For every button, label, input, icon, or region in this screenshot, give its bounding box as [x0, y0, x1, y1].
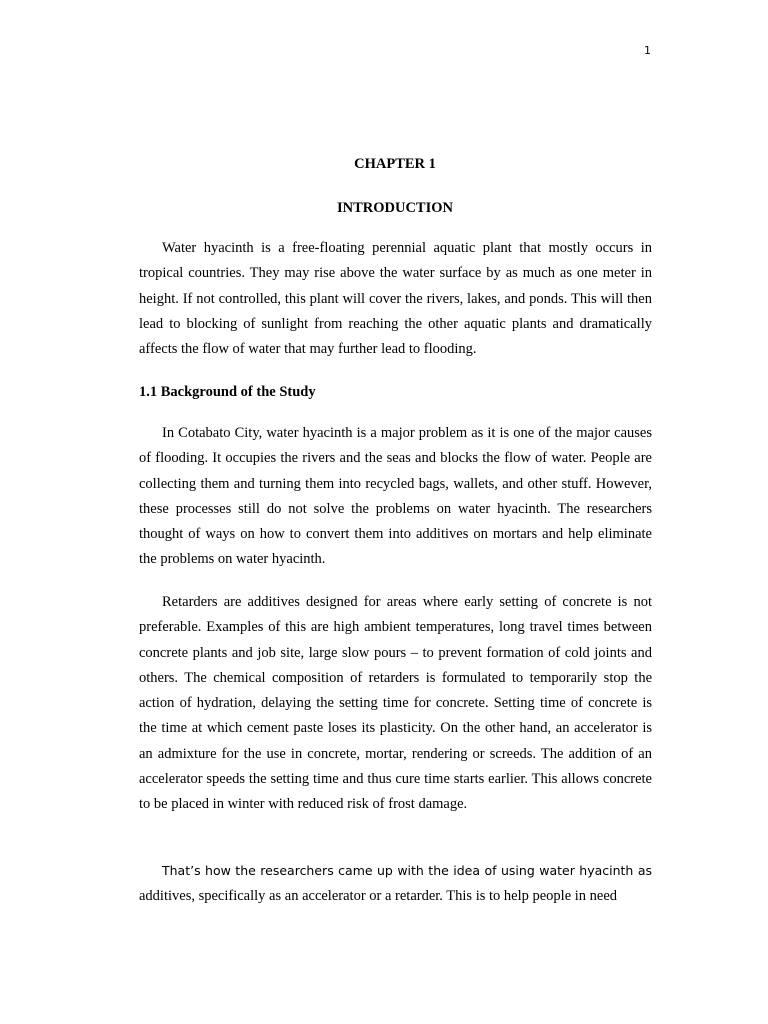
background-paragraph-3 [139, 858, 652, 910]
page-number: 1 [644, 44, 651, 57]
background-paragraph-2: Retarders are additives designed for areas where early setting of concrete is not preferable. Examples of this are high ambient temperatures, long travel times between concrete plants and job site, large slow pours – to prevent formation of cold joints and others. The chemical composition of retarders is formulated to temporarily stop the action of hydration, delaying the setting time for concrete. Setting time of concrete is the time at which cement paste loses its plasticity. On the other hand, an accelerator is an admixture for the use in concrete, mortar, rendering or screeds. The addition of an accelerator speeds the setting time and thus cure time starts earlier. This allows concrete to be placed in winter with reduced risk of frost damage. [139, 594, 652, 813]
chapter-heading: CHAPTER 1 [354, 156, 436, 172]
chapter-title: INTRODUCTION [336, 200, 453, 216]
background-paragraph-3-lead: That’s how the researchers came up with the idea of using water hyacinth as [162, 863, 652, 878]
background-paragraph-3-rest: additives, specifically as an accelerator or a retarder. This is to help people in need [139, 888, 618, 905]
background-paragraph-1: In Cotabato City, water hyacinth is a major problem as it is one of the major causes of flooding. It occupies the rivers and the seas and blocks the flow of water. People are collecting them and turning them into recycled bags, wallets, and other stuff. However, these processes still do not solve the problems on water hyacinth. The researchers thought of ways on how to convert them into additives on mortars and help eliminate the problems on water hyacinth. [139, 425, 652, 568]
section-title: 1.1 Background of the Study [139, 384, 316, 400]
intro-paragraph: Water hyacinth is a free-floating perennial aquatic plant that mostly occurs in tropical countries. They may rise above the water surface by as much as one meter in height. If not controlled, this plant will cover the rivers, lakes, and ponds. This will then lead to blocking of sunlight from reaching the other aquatic plants and dramatically affects the flow of water that may further lead to flooding. [139, 240, 652, 358]
